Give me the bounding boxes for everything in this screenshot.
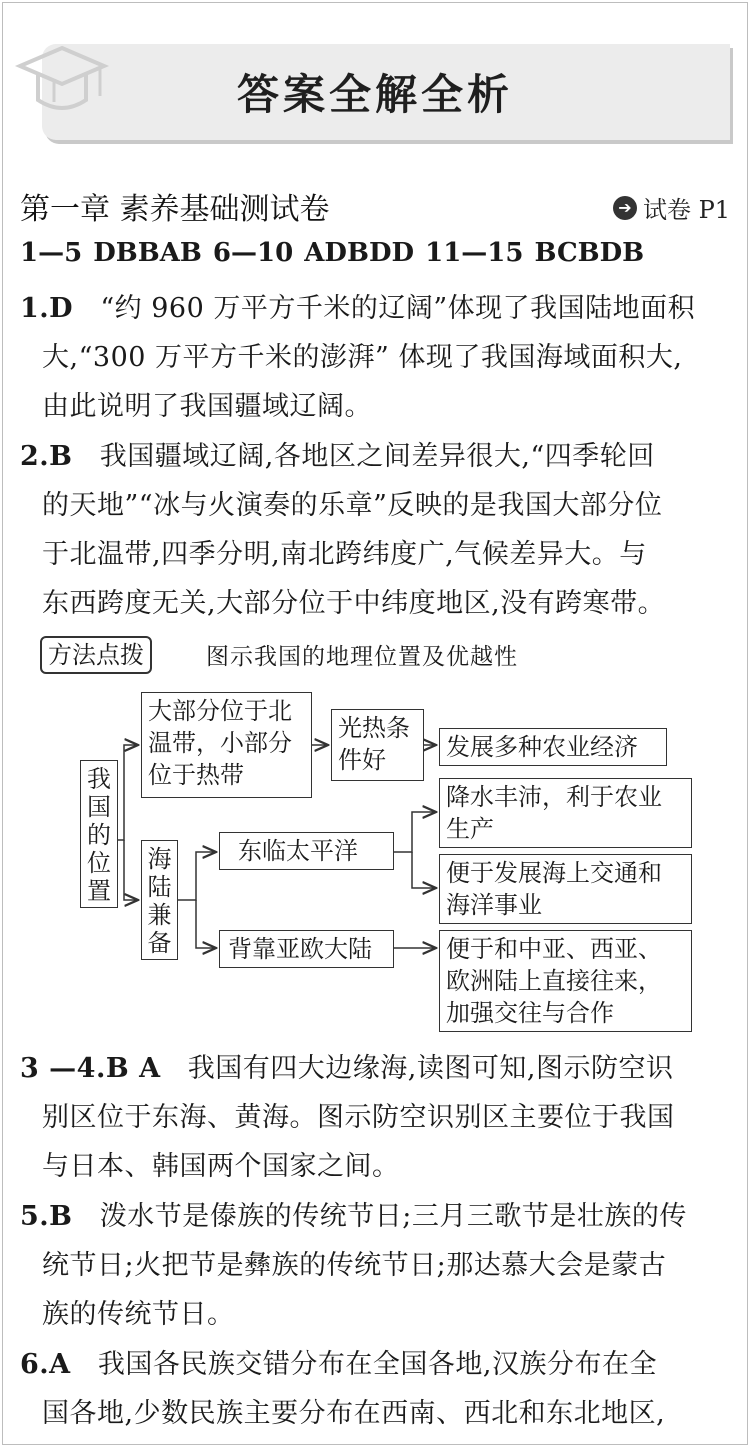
diagram-sea-land: 海陆兼备 [141,840,178,960]
answer-line: 我国各民族交错分布在全国各地,汉族分布在全 [97,1349,657,1380]
answer-line: “约 960 万平方千米的辽阔”体现了我国陆地面积 [100,293,696,324]
question-number: 5.B [20,1201,73,1232]
diagram-cooperation: 便于和中亚、西亚、欧洲陆上直接往来，加强交往与合作 [439,930,692,1032]
question-6 [20,1340,732,1438]
method-caption: 图示我国的地理位置及优越性 [206,644,518,670]
answer-line: 与日本、韩国两个国家之间。 [42,1151,400,1182]
arrow-right-circle-icon: ➔ [613,196,637,220]
diagram-maritime: 便于发展海上交通和海洋事业 [439,854,692,924]
answer-line: 族的传统节日。 [42,1299,235,1330]
answer-line: 统节日;火把节是彝族的传统节日;那达慕大会是蒙古 [42,1250,667,1281]
diagram-heat: 光热条件好 [331,709,424,781]
answer-line: 别区位于东海、黄海。图示防空识别区主要位于我国 [42,1102,675,1133]
diagram-rainfall: 降水丰沛，利于农业生产 [439,778,692,848]
diagram-pacific: 东临太平洋 [219,832,394,870]
answer-line: 的天地”“冰与火演奏的乐章”反映的是我国大部分位 [42,490,663,521]
answer-line: 国各地,少数民族主要分布在西南、西北和东北地区, [42,1398,666,1429]
answer-line: 东西跨度无关,大部分位于中纬度地区,没有跨寒带。 [42,588,666,619]
paper-ref-text: 试卷 P1 [642,196,730,224]
question-number: 6.A [20,1349,71,1380]
question-number: 1.D [20,293,74,324]
page-title: 答案全解全析 [236,70,513,119]
answer-line: 由此说明了我国疆域辽阔。 [42,391,372,422]
question-number: 2.B [20,441,73,472]
diagram-agriculture: 发展多种农业经济 [439,728,667,766]
diagram-eurasia: 背靠亚欧大陆 [219,930,394,968]
question-5 [20,1192,732,1339]
question-number: 3 —4.B A [20,1053,161,1084]
answer-line: 大,“300 万平方千米的澎湃” 体现了我国海域面积大, [42,342,683,373]
diagram-latitude: 大部分位于北温带，小部分位于热带 [141,692,312,798]
answer-key-row: 1—5 DBBAB 6—10 ADBDD 11—15 BCBDB [20,238,645,268]
method-tag: 方法点拨 [40,636,152,674]
question-3-4 [20,1044,732,1191]
answer-line: 泼水节是傣族的传统节日;三月三歌节是壮族的传 [99,1201,687,1232]
answer-line: 于北温带,四季分明,南北跨纬度广,气候差异大。与 [42,539,647,570]
answer-line: 我国疆域辽阔,各地区之间差异很大,“四季轮回 [99,441,655,472]
diagram-root: 我国的位置 [80,760,118,908]
answer-line: 我国有四大边缘海,读图可知,图示防空识 [187,1053,674,1084]
chapter-title: 第一章 素养基础测试卷 [20,192,330,227]
